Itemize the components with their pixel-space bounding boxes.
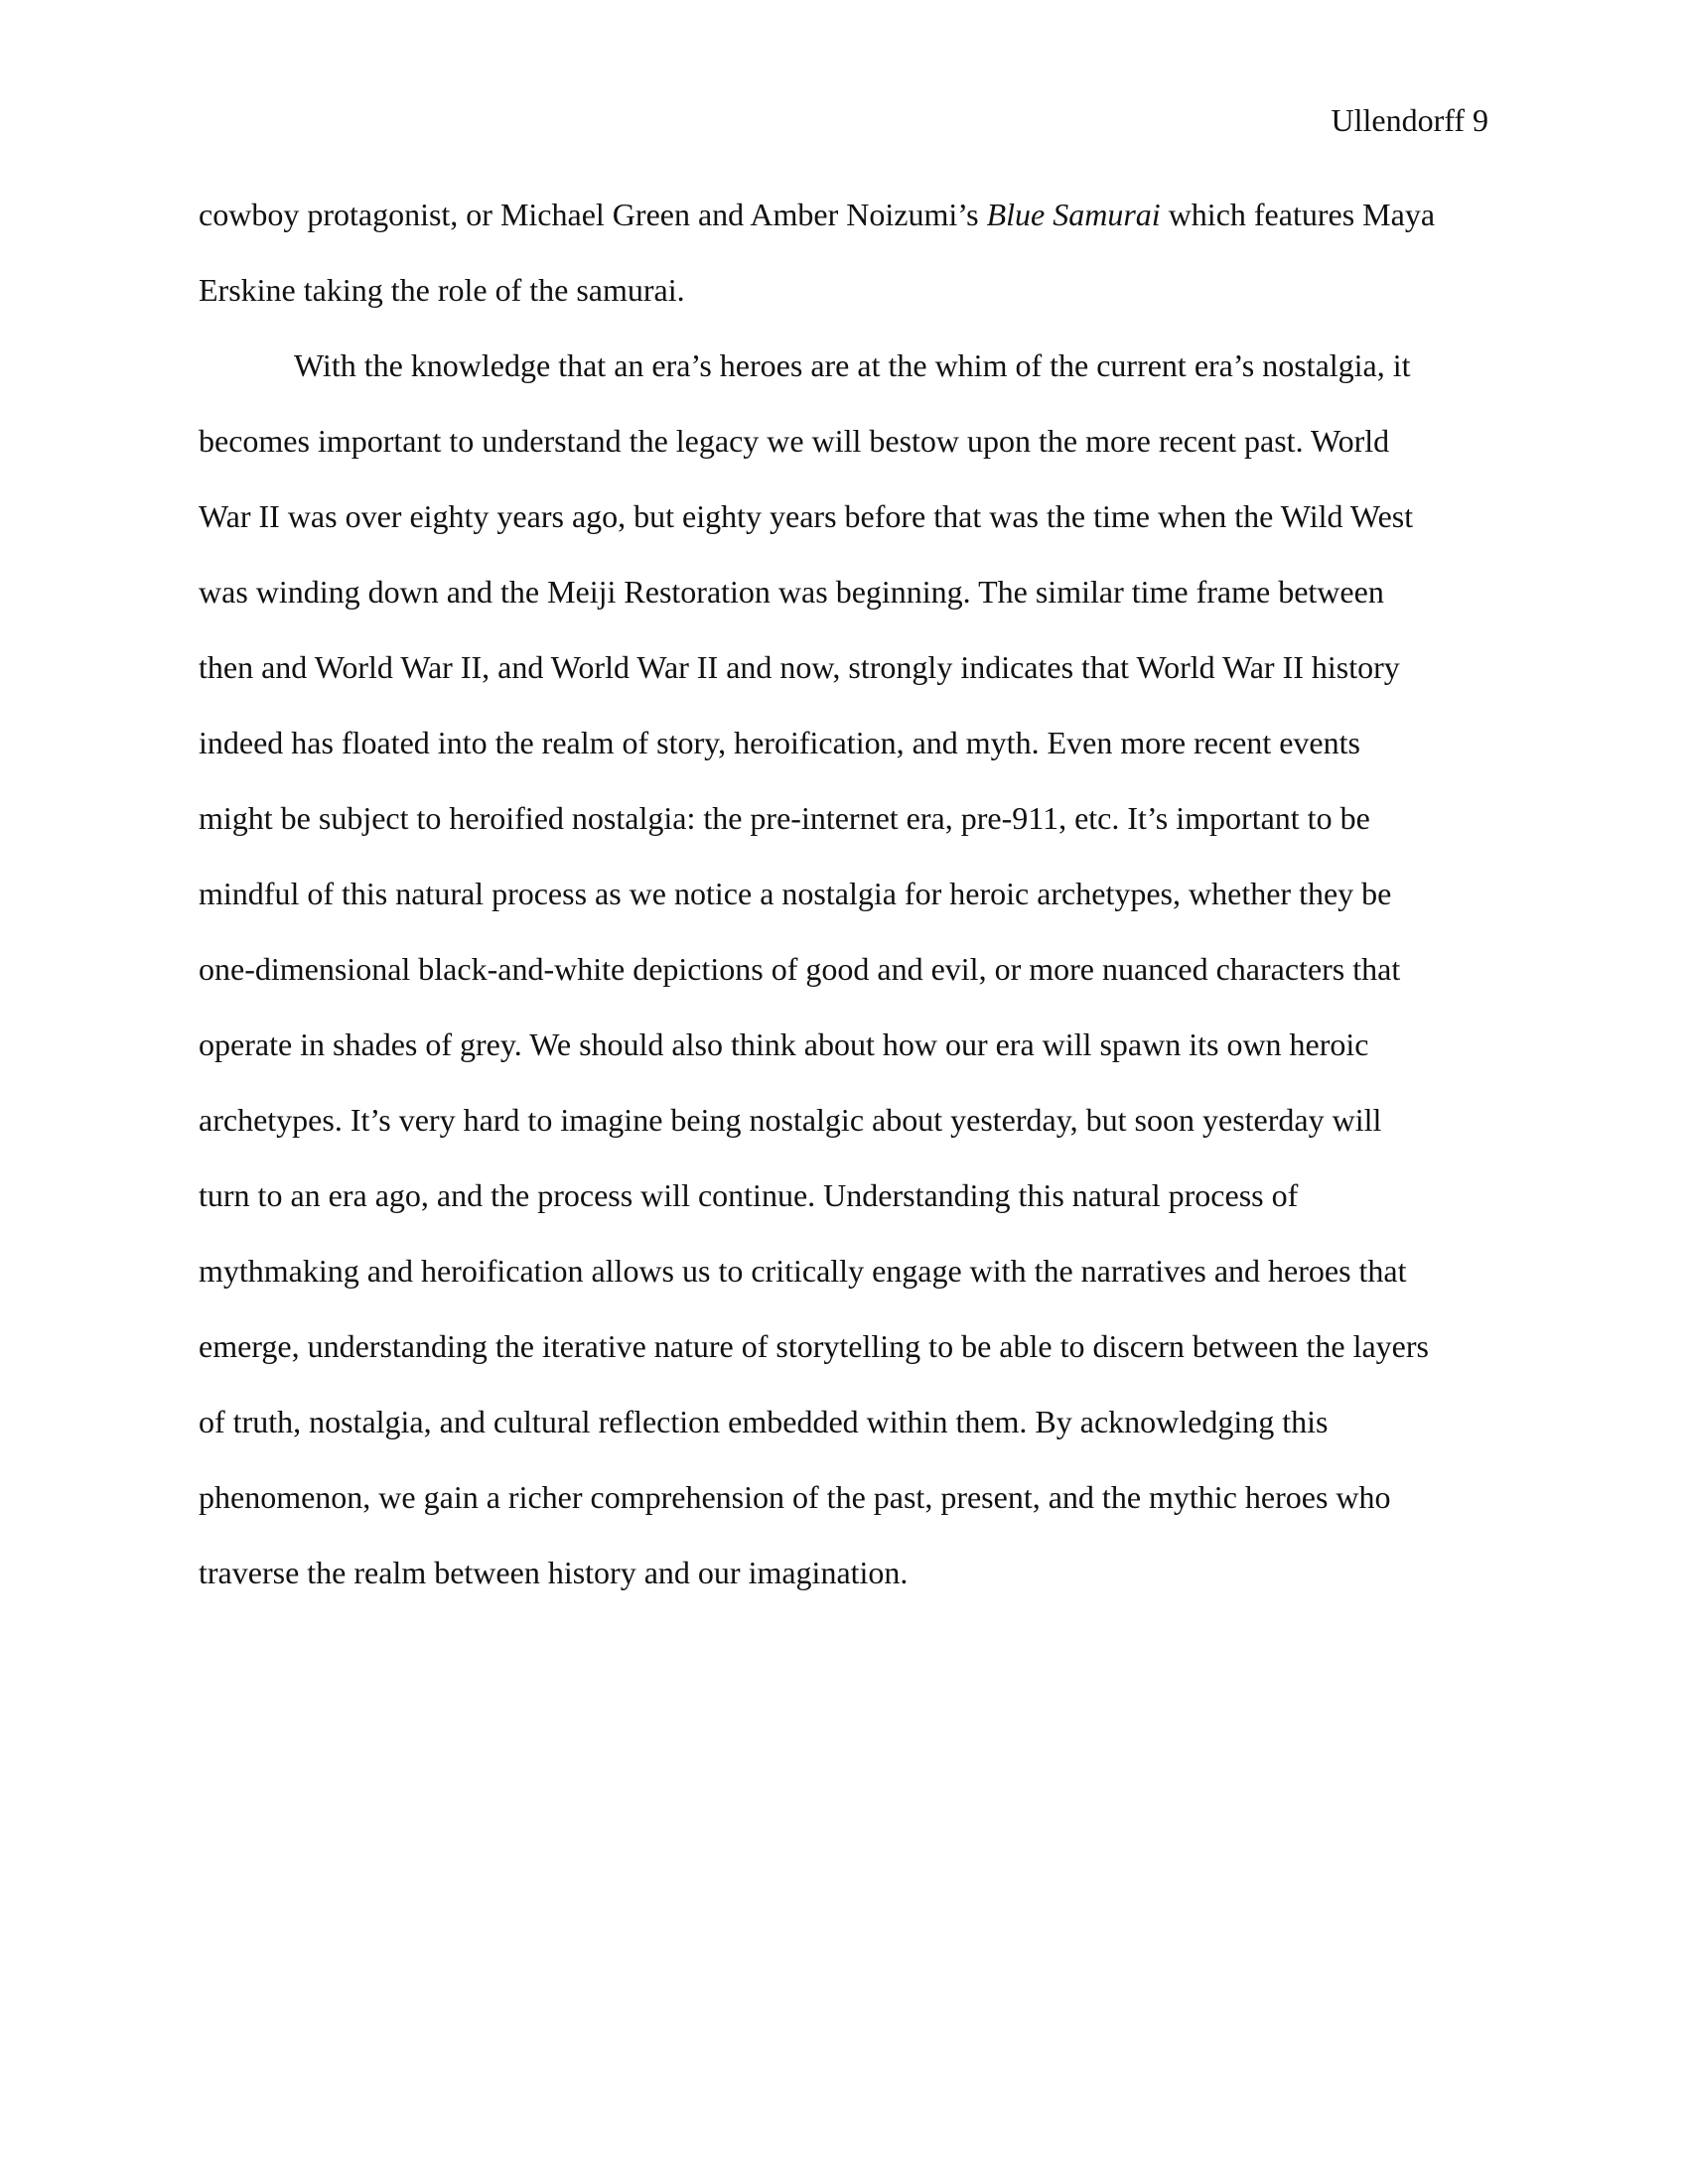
paragraph-2-line-6: indeed has floated into the realm of story, heroification, and myth. Even more recent events: [199, 725, 1360, 760]
body-text: [199, 195, 1489, 1628]
paragraph-2-line-3: War II was over eighty years ago, but eighty years before that was the time when the Wild West: [199, 498, 1414, 534]
paragraph-2-line-9: one-dimensional black-and-white depictions of good and evil, or more nuanced characters that: [199, 951, 1401, 987]
paragraph-1-line-2: Erskine taking the role of the samurai.: [199, 272, 685, 308]
paragraph-2-line-13: mythmaking and heroification allows us to critically engage with the narratives and heroes that: [199, 1253, 1407, 1289]
paragraph-2-line-5: then and World War II, and World War II and now, strongly indicates that World War II history: [199, 649, 1400, 685]
paragraph-2-line-10: operate in shades of grey. We should also think about how our era will spawn its own heroic: [199, 1026, 1369, 1062]
text-span: which features Maya: [1160, 197, 1436, 232]
paragraph-2-line-11: archetypes. It’s very hard to imagine being nostalgic about yesterday, but soon yesterday will: [199, 1102, 1382, 1138]
paragraph-2-line-16: phenomenon, we gain a richer comprehension of the past, present, and the mythic heroes who: [199, 1479, 1391, 1515]
paragraph-2-line-15: of truth, nostalgia, and cultural reflection embedded within them. By acknowledging this: [199, 1404, 1329, 1439]
paragraph-1-line-1: [199, 195, 1489, 270]
paragraph-2-line-17: traverse the realm between history and our imagination.: [199, 1555, 909, 1590]
text-span: cowboy protagonist, or Michael Green and Amber Noizumi’s: [199, 197, 987, 232]
work-title: Blue Samurai: [986, 197, 1161, 232]
paragraph-2-line-14: emerge, understanding the iterative nature of storytelling to be able to discern between the layers: [199, 1328, 1429, 1364]
paragraph-2-line-1: With the knowledge that an era’s heroes are at the whim of the current era’s nostalgia, it: [294, 347, 1411, 383]
paragraph-2-line-4: was winding down and the Meiji Restoration was beginning. The similar time frame between: [199, 574, 1384, 610]
paragraph-2-line-7: might be subject to heroified nostalgia: the pre-internet era, pre-911, etc. It’s important to be: [199, 800, 1370, 836]
paragraph-2-line-12: turn to an era ago, and the process will continue. Understanding this natural process of: [199, 1177, 1299, 1213]
running-head: Ullendorff 9: [1331, 102, 1488, 138]
paragraph-2-line-8: mindful of this natural process as we notice a nostalgia for heroic archetypes, whether they be: [199, 876, 1392, 911]
paragraph-2-line-2: becomes important to understand the legacy we will bestow upon the more recent past. World: [199, 423, 1390, 459]
